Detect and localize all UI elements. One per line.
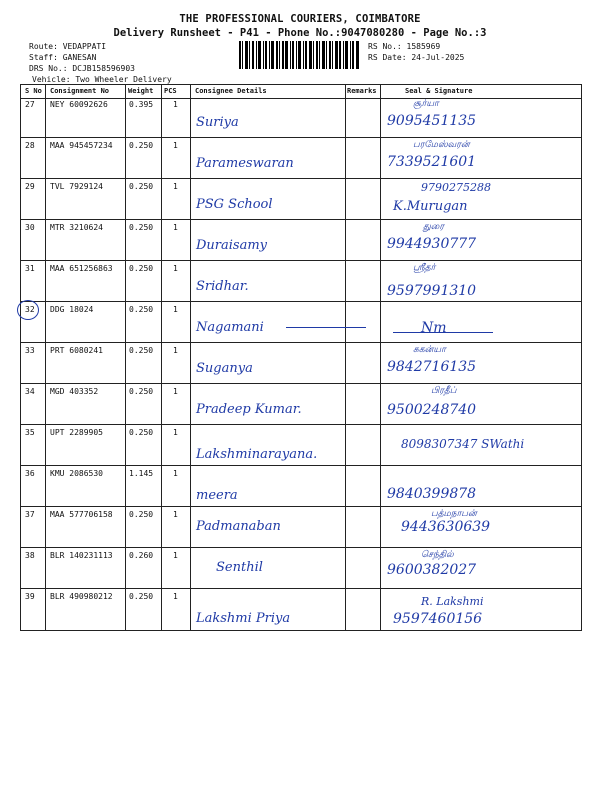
row-consignment: PRT 6080241 <box>50 346 103 355</box>
row-sno: 32 <box>25 305 35 314</box>
row-sno: 39 <box>25 592 35 601</box>
row-pcs: 1 <box>173 305 178 314</box>
signature: 8098307347 SWathi <box>401 437 525 451</box>
row-consignment: MTR 3210624 <box>50 223 103 232</box>
table-row <box>21 548 581 589</box>
consignee-name: Senthil <box>216 560 263 575</box>
consignee-name: Parameswaran <box>196 156 294 171</box>
row-weight: 0.395 <box>129 100 154 109</box>
route-text: Route: VEDAPPATI <box>29 42 107 51</box>
row-pcs: 1 <box>173 100 178 109</box>
signature: 9944930777 <box>387 236 477 252</box>
vehicle-text: Vehicle: Two Wheeler Delivery <box>32 75 172 84</box>
signature-note: பிரதீப் <box>431 386 457 396</box>
consignee-name: Lakshmi Priya <box>196 611 291 626</box>
signature: Nm <box>421 320 447 336</box>
signature-note: ஸ்ரீதர் <box>413 263 436 273</box>
row-pcs: 1 <box>173 264 178 273</box>
row-weight: 1.145 <box>129 469 154 478</box>
signature-note: பத்மநாபன் <box>431 509 477 519</box>
row-weight: 0.250 <box>129 510 154 519</box>
table-row <box>21 220 581 261</box>
row-sno: 36 <box>25 469 35 478</box>
row-consignment: MAA 651256863 <box>50 264 113 273</box>
pen-stroke <box>286 327 366 328</box>
table-row <box>21 97 581 138</box>
signature-note: செந்தில் <box>421 550 454 560</box>
row-consignment: MAA 577706158 <box>50 510 113 519</box>
signature-note: துரை <box>423 222 444 232</box>
meta-right <box>368 41 464 63</box>
signature: 9842716135 <box>387 359 477 375</box>
row-weight: 0.250 <box>129 592 154 601</box>
row-sno: 38 <box>25 551 35 560</box>
consignee-name: PSG School <box>196 197 273 212</box>
row-consignment: MAA 945457234 <box>50 141 113 150</box>
col-pcs: PCS <box>164 87 177 95</box>
table-row <box>21 589 581 629</box>
row-pcs: 1 <box>173 469 178 478</box>
signature-note: R. Lakshmi <box>421 595 484 608</box>
table-row <box>21 384 581 425</box>
rs-no-text: RS No.: 1585969 <box>368 42 441 51</box>
row-sno: 27 <box>25 100 35 109</box>
row-pcs: 1 <box>173 141 178 150</box>
row-pcs: 1 <box>173 387 178 396</box>
staff-text: Staff: GANESAN <box>29 53 97 62</box>
table-row <box>21 261 581 302</box>
signature-note: சுகன்யா <box>413 345 446 355</box>
meta-left <box>29 41 172 85</box>
table-row <box>21 302 581 343</box>
row-consignment: MGD 403352 <box>50 387 99 396</box>
signature: 9597991310 <box>387 283 477 299</box>
drs-text: DRS No.: DCJB158596903 <box>29 64 135 73</box>
col-seal: Seal & Signature <box>405 87 473 95</box>
row-pcs: 1 <box>173 223 178 232</box>
row-pcs: 1 <box>173 182 178 191</box>
row-pcs: 1 <box>173 592 178 601</box>
consignee-name: Sridhar. <box>196 279 249 294</box>
table-row <box>21 466 581 507</box>
barcode-image <box>239 41 359 69</box>
signature: 7339521601 <box>387 154 477 170</box>
rs-date-text: RS Date: 24-Jul-2025 <box>368 53 465 62</box>
table-row <box>21 138 581 179</box>
signature: K.Murugan <box>393 199 468 214</box>
consignee-name: Pradeep Kumar. <box>196 402 302 417</box>
row-sno: 33 <box>25 346 35 355</box>
signature-note: 9790275288 <box>421 181 491 194</box>
consignee-name: Padmanaban <box>196 519 281 534</box>
runsheet-title: THE PROFESSIONAL COURIERS, COIMBATORE <box>179 13 421 25</box>
row-weight: 0.250 <box>129 346 154 355</box>
col-consignee: Consignee Details <box>195 87 267 95</box>
signature: 9597460156 <box>393 611 483 627</box>
col-remarks: Remarks <box>347 87 377 95</box>
row-weight: 0.250 <box>129 223 154 232</box>
table-row <box>21 343 581 384</box>
row-sno: 37 <box>25 510 35 519</box>
consignee-name: Duraisamy <box>196 238 268 253</box>
row-sno: 28 <box>25 141 35 150</box>
row-consignment: TVL 7929124 <box>50 182 103 191</box>
table-row <box>21 507 581 548</box>
row-sno: 31 <box>25 264 35 273</box>
runsheet-subtitle: Delivery Runsheet - P41 - Phone No.:9047080280 - Page No.:3 <box>113 27 487 39</box>
col-consignment: Consignment No <box>50 87 110 95</box>
row-weight: 0.250 <box>129 428 154 437</box>
row-weight: 0.250 <box>129 182 154 191</box>
table-row <box>21 425 581 466</box>
row-weight: 0.250 <box>129 387 154 396</box>
consignee-name: Suganya <box>196 361 253 376</box>
row-weight: 0.250 <box>129 305 154 314</box>
col-sno: S No <box>25 87 42 95</box>
signature: 9095451135 <box>387 113 477 129</box>
col-weight: Weight <box>128 87 154 95</box>
row-consignment: BLR 490980212 <box>50 592 113 601</box>
row-sno: 29 <box>25 182 35 191</box>
row-consignment: DDG 18024 <box>50 305 94 314</box>
row-sno: 30 <box>25 223 35 232</box>
row-consignment: BLR 140231113 <box>50 551 113 560</box>
row-pcs: 1 <box>173 551 178 560</box>
row-weight: 0.250 <box>129 141 154 150</box>
signature-note: பரமேஸ்வரன் <box>413 140 470 150</box>
signature: 9840399878 <box>387 486 477 502</box>
row-sno: 35 <box>25 428 35 437</box>
row-pcs: 1 <box>173 346 178 355</box>
row-consignment: UPT 2289905 <box>50 428 103 437</box>
row-weight: 0.260 <box>129 551 154 560</box>
row-pcs: 1 <box>173 510 178 519</box>
table-row <box>21 179 581 220</box>
row-pcs: 1 <box>173 428 178 437</box>
consignee-name: meera <box>196 488 238 503</box>
signature: 9500248740 <box>387 402 477 418</box>
consignee-name: Nagamani <box>196 320 264 335</box>
consignee-name: Lakshminarayana. <box>196 447 318 462</box>
row-sno: 34 <box>25 387 35 396</box>
signature: 9600382027 <box>387 562 477 578</box>
signature: 9443630639 <box>401 519 491 535</box>
row-weight: 0.250 <box>129 264 154 273</box>
signature-note: சூர்யா <box>413 99 439 109</box>
row-consignment: KMU 2086530 <box>50 469 103 478</box>
consignee-name: Suriya <box>196 115 239 130</box>
row-consignment: NEY 60092626 <box>50 100 108 109</box>
runsheet-table <box>20 84 582 631</box>
